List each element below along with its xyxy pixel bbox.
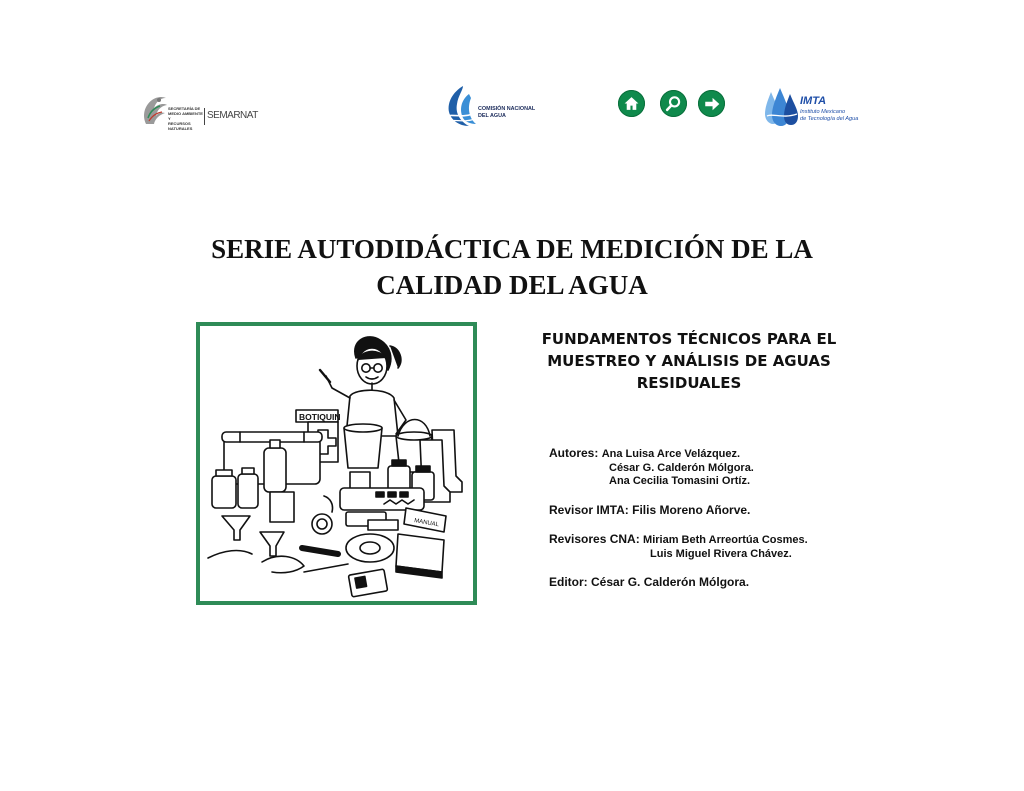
subtitle-line1: FUNDAMENTOS TÉCNICOS PARA EL: [541, 330, 837, 348]
imta-logo: [763, 86, 863, 128]
editor-name: César G. Calderón Mólgora.: [591, 575, 750, 589]
reviewers-cna-label: Revisores CNA:: [549, 532, 640, 546]
document-subtitle: [510, 328, 868, 394]
conagua-logo: [443, 84, 553, 130]
reviewer-imta-row: [549, 503, 750, 517]
next-page-button[interactable]: [698, 90, 725, 117]
editor-label: Editor:: [549, 575, 588, 589]
semarnat-wordmark: SEMARNAT: [207, 110, 258, 121]
reviewer-imta-label: Revisor IMTA:: [549, 503, 629, 517]
semarnat-logo: [138, 88, 258, 131]
water-drops-icon: [763, 86, 799, 128]
reviewer-cna-name: Luis Miguel Rivera Chávez.: [650, 548, 792, 560]
series-title-line2: CALIDAD DEL AGUA: [376, 270, 648, 300]
manual-label: MANUAL: [413, 518, 440, 529]
water-wave-icon: [443, 84, 477, 128]
reviewer-cna-name: Miriam Beth Arreortúa Cosmes.: [643, 534, 808, 546]
semarnat-secretary-label: SECRETARÍA DE MEDIO AMBIENTE Y RECURSOS NATURALES: [168, 106, 203, 131]
line-drawing: [200, 326, 473, 601]
reviewers-cna-row: [549, 532, 808, 546]
kit-label: BOTIQUIN: [299, 412, 341, 422]
home-icon: [623, 95, 640, 112]
sampling-equipment-illustration: [196, 322, 477, 605]
home-button[interactable]: [618, 90, 645, 117]
arrow-right-icon: [703, 95, 721, 113]
tape-roll: [346, 534, 394, 562]
authors-label: Autores:: [549, 446, 599, 460]
author-name: César G. Calderón Mólgora.: [609, 462, 754, 474]
series-title-line1: SERIE AUTODIDÁCTICA DE MEDICIÓN DE LA: [211, 234, 813, 264]
subtitle-line3: RESIDUALES: [636, 374, 742, 392]
id-badge: [348, 569, 387, 597]
authors-row: [549, 446, 740, 460]
eagle-emblem-icon: [138, 88, 168, 128]
conagua-name-line2: DEL AGUA: [478, 113, 506, 119]
subtitle-line2: MUESTREO Y ANÁLISIS DE AGUAS: [547, 352, 831, 370]
author-name: Ana Cecilia Tomasini Ortíz.: [609, 475, 750, 487]
imta-acronym: IMTA: [800, 95, 827, 107]
search-icon: [665, 95, 682, 112]
imta-name-line1: Instituto Mexicano: [800, 109, 846, 115]
manuals-stack: [396, 508, 446, 578]
reviewer-imta-name: Filis Moreno Añorve.: [632, 503, 751, 517]
imta-name-line2: de Tecnología del Agua: [800, 116, 859, 122]
search-button[interactable]: [660, 90, 687, 117]
semarnat-divider: [204, 108, 205, 125]
editor-row: [549, 575, 749, 589]
conagua-name-line1: COMISIÓN NACIONAL: [478, 106, 536, 112]
author-name: Ana Luisa Arce Velázquez.: [601, 448, 741, 460]
series-title: [150, 231, 874, 303]
